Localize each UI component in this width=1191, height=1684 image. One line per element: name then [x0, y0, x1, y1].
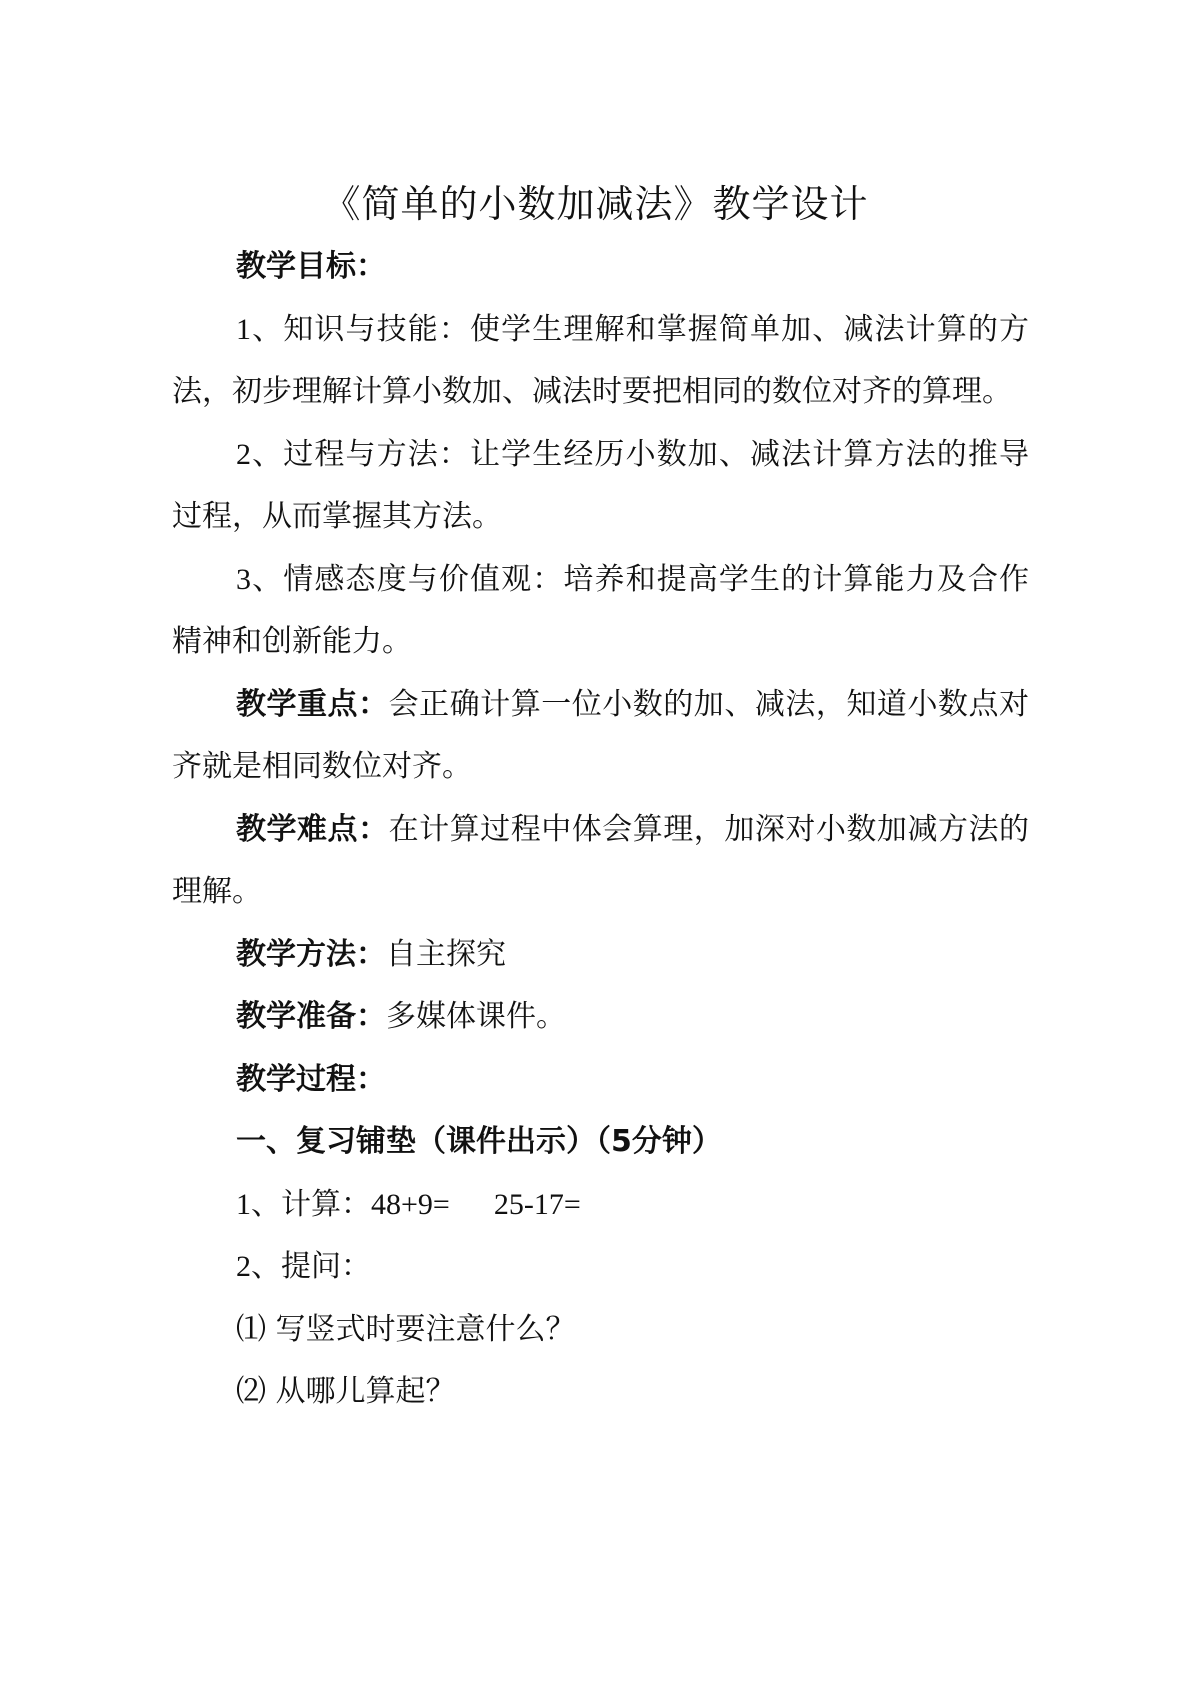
calc-label: 计算：: [281, 1186, 371, 1222]
list-separator: 、: [251, 436, 284, 472]
calc-expression: 25-17=: [493, 1187, 581, 1221]
preparation-label: 教学准备：: [236, 999, 386, 1034]
method-paragraph: [172, 924, 1029, 987]
key-point-label: 教学重点：: [236, 686, 389, 722]
objective-item: [172, 424, 1029, 549]
calc-expression: 48+9=: [371, 1187, 450, 1221]
list-separator: 、: [251, 311, 284, 347]
list-separator: 、: [251, 561, 284, 597]
list-separator: 、: [251, 1186, 281, 1222]
objective-number: 2: [236, 437, 251, 471]
objective-number: 3: [236, 562, 251, 596]
item-number: 1: [236, 1187, 251, 1221]
item-number: 2: [236, 1250, 251, 1283]
question-label: 提问：: [281, 1249, 371, 1284]
preparation-text: 多媒体课件。: [386, 999, 566, 1034]
process-heading: 教学过程：: [236, 1061, 386, 1097]
objective-text: 过程与方法：让学生经历小数加、减法计算方法的推导过程，从而掌握其方法。: [172, 436, 1030, 534]
difficulty-text: 在计算过程中体会算理，加深对小数加减方法的理解。: [172, 811, 1030, 909]
difficulty-label: 教学难点：: [236, 811, 389, 847]
sub-question: [172, 1299, 1029, 1362]
objective-text: 情感态度与价值观：培养和提高学生的计算能力及合作精神和创新能力。: [172, 561, 1030, 659]
question-item: [172, 1236, 1029, 1299]
sub-question-text: 写竖式时要注意什么？: [266, 1311, 576, 1347]
sub-question-text: 从哪儿算起？: [266, 1374, 456, 1409]
sub-question-marker: ⑵: [236, 1374, 266, 1409]
key-point-text: 会正确计算一位小数的加、减法，知道小数点对齐就是相同数位对齐。: [172, 686, 1030, 784]
sub-question-marker: ⑴: [236, 1311, 266, 1347]
objective-item: [172, 299, 1029, 424]
objective-number: 1: [236, 312, 251, 346]
preparation-paragraph: [172, 986, 1029, 1049]
section-heading: 一、复习铺垫（课件出示）（5分钟）: [236, 1124, 722, 1159]
list-separator: 、: [251, 1249, 281, 1284]
objectives-heading: 教学目标：: [236, 249, 386, 284]
objective-text: 知识与技能：使学生理解和掌握简单加、减法计算的方法，初步理解计算小数加、减法时要把相同的数位对齐的算理。: [172, 311, 1030, 409]
objective-item: [172, 549, 1029, 674]
difficulty-paragraph: [172, 799, 1029, 924]
method-label: 教学方法：: [236, 936, 386, 972]
document-body: [172, 236, 1029, 1424]
sub-question: [172, 1361, 1029, 1424]
method-text: 自主探究: [386, 936, 506, 972]
key-point-paragraph: [172, 674, 1029, 799]
document-title: 《简单的小数加减法》教学设计: [322, 182, 869, 226]
calc-item: [172, 1174, 1029, 1237]
